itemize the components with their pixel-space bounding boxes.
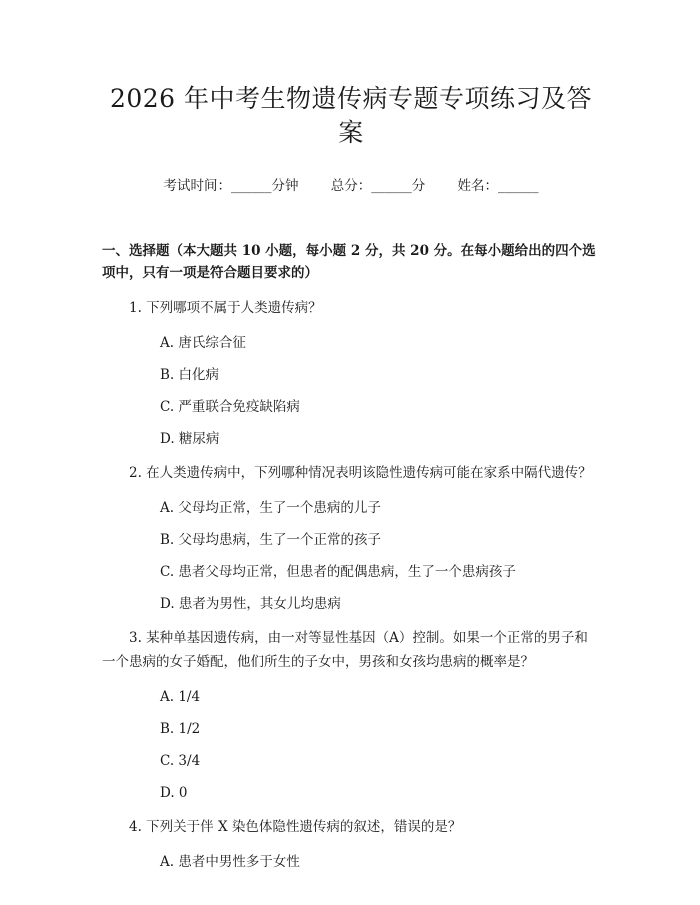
option-b: B. 白化病 (160, 367, 220, 383)
option-d: D. 糖尿病 (160, 431, 220, 447)
option-a: A. 1/4 (160, 689, 201, 705)
option-b: B. 父母均患病，生了一个正常的孩子 (160, 532, 382, 548)
student-name: 姓名：______ (457, 178, 539, 194)
question-stem: 3. 某种单基因遗传病，由一对等显性基因（A）控制。如果一个正常的男子和一个患病的女子婚配，他们所生的子女中，男孩和女孩均患病的概率是？ (102, 630, 588, 670)
exam-info (102, 176, 600, 196)
option-list (102, 333, 600, 449)
option-list (102, 498, 600, 614)
option-a: A. 患者中男性多于女性 (160, 854, 300, 870)
question-1 (102, 296, 600, 449)
question-stem: 2. 在人类遗传病中，下列哪种情况表明该隐性遗传病可能在家系中隔代遗传？ (129, 465, 592, 481)
question-4 (102, 815, 600, 872)
option-c: C. 严重联合免疫缺陷病 (160, 399, 300, 415)
option-list (102, 687, 600, 803)
option-a: A. 唐氏综合征 (160, 335, 246, 351)
option-c: C. 患者父母均正常，但患者的配偶患病，生了一个患病孩子 (160, 564, 516, 580)
question-2 (102, 461, 600, 614)
option-d: D. 0 (160, 785, 188, 801)
total-score: 总分：______分 (330, 178, 426, 194)
option-list (102, 852, 600, 872)
option-d: D. 患者为男性，其女儿均患病 (160, 596, 341, 612)
document-title: 2026 年中考生物遗传病专题专项练习及答案 (109, 84, 593, 147)
option-a: A. 父母均正常，生了一个患病的儿子 (160, 500, 381, 516)
option-b: B. 1/2 (160, 721, 201, 737)
question-stem: 4. 下列关于伴 X 染色体隐性遗传病的叙述，错误的是？ (129, 819, 462, 835)
exam-time: 考试时间：______分钟 (163, 178, 299, 194)
option-c: C. 3/4 (160, 753, 201, 769)
question-stem: 1. 下列哪项不属于人类遗传病？ (129, 300, 322, 316)
section-heading: 一、选择题（本大题共 10 小题，每小题 2 分，共 20 分。在每小题给出的四个选项中，只有一项是符合题目要求的） (102, 243, 596, 281)
question-3 (102, 626, 600, 803)
